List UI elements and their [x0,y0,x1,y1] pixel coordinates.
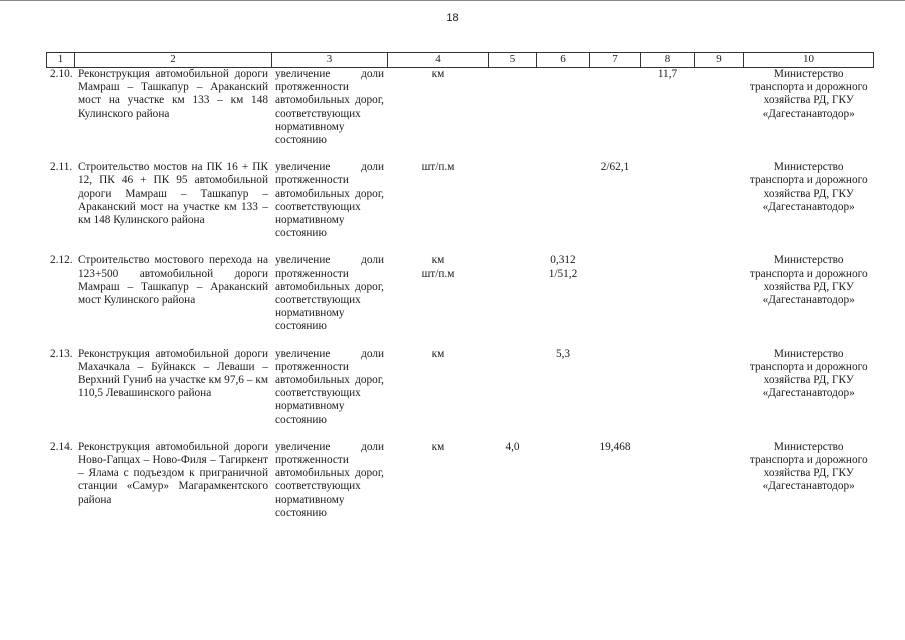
table-row [47,161,874,254]
value-col-5 [489,254,537,347]
value-col-9 [695,348,744,441]
value-col-6 [537,441,590,534]
table-row [47,441,874,534]
page-top-edge [0,0,905,1]
value-col-9 [695,68,744,162]
col-header-9: 9 [695,53,744,68]
table-row [47,254,874,347]
executor-cell: Министерство транспорта и дорожного хозяйства РД, ГКУ «Дагестанавтодор» [749,440,868,493]
row-number: 2.12. [50,254,73,267]
col-header-6: 6 [537,53,590,68]
indicator-text: увеличение доли протяженности автомобильных дорог, соответствующих нормативному состоянию [275,161,384,240]
value-col-8 [641,254,695,347]
row-number: 2.13. [50,347,73,360]
col-header-5: 5 [489,53,537,68]
value-col-8 [641,441,695,534]
row-number: 2.10. [50,68,73,80]
col-header-10: 10 [744,53,874,68]
value-col-5 [489,348,537,441]
header-row [47,53,874,68]
value-col-5 [489,161,537,254]
indicator-text: увеличение доли протяженности автомобильных дорог, соответствующих нормативному состоянию [275,347,384,426]
measure-name: Реконструкция автомобильной дороги Мамраш – Ташкапур – Араканский мост на участке км 133 – км 148 Кулинского района [78,68,268,120]
col-header-4: 4 [388,53,489,68]
value-col-5 [489,68,537,162]
value-col-8: 11,7 [657,68,678,80]
table-body [47,68,874,535]
measure-name: Строительство мостового перехода на 123+500 автомобильной дороги Мамраш – Ташкапур – Араканский мост Кулинского района [78,254,268,307]
col-header-2: 2 [75,53,272,68]
indicator-text: увеличение доли протяженности автомобильных дорог, соответствующих нормативному состоянию [275,440,384,519]
col-header-1: 1 [47,53,75,68]
value-col-7: 19,468 [599,440,631,453]
executor-cell: Министерство транспорта и дорожного хозяйства РД, ГКУ «Дагестанавтодор» [749,254,868,307]
executor-cell: Министерство транспорта и дорожного хозяйства РД, ГКУ «Дагестанавтодор» [749,161,868,213]
indicator-text: увеличение доли протяженности автомобильных дорог, соответствующих нормативному состоянию [275,254,384,333]
unit-cell: шт/п.м [421,161,455,174]
value-col-5: 4,0 [505,440,520,453]
unit-cell: км [431,68,445,80]
col-header-8: 8 [641,53,695,68]
value-col-7 [590,254,641,347]
value-col-7 [590,68,641,162]
value-col-9 [695,161,744,254]
page-number: 18 [446,12,459,24]
indicator-text: увеличение доли протяженности автомобильных дорог, соответствующих нормативному состоянию [275,68,384,147]
program-table [46,52,874,534]
measure-name: Реконструкция автомобильной дороги Ново-Гапцах – Ново-Филя – Тагиркент – Ялама с подъездом к пригpаничной станции «Самур» Магарамкентского района [78,440,268,506]
value-col-6 [537,68,590,162]
executor-cell: Министерство транспорта и дорожного хозяйства РД, ГКУ «Дагестанавтодор» [749,68,868,120]
value-col-6: 5,3 [555,347,571,360]
value-col-7 [590,348,641,441]
value-col-7: 2/62,1 [600,161,630,174]
value-col-8 [641,348,695,441]
col-header-7: 7 [590,53,641,68]
col-header-3: 3 [272,53,388,68]
row-number: 2.11. [50,161,73,174]
unit-cell: км шт/п.м [421,254,455,280]
row-number: 2.14. [50,440,73,453]
value-col-6: 0,312 1/51,2 [548,254,578,280]
table-row [47,348,874,441]
unit-cell: км [431,440,445,453]
value-col-8 [641,161,695,254]
value-col-9 [695,441,744,534]
value-col-6 [537,161,590,254]
executor-cell: Министерство транспорта и дорожного хозяйства РД, ГКУ «Дагестанавтодор» [749,347,868,400]
value-col-9 [695,254,744,347]
measure-name: Реконструкция автомобильной дороги Махачкала – Буйнакск – Леваши – Верхний Гуниб на участке км 97,6 – км 110,5 Левашинского района [78,347,268,400]
measure-name: Строительство мостов на ПК 16 + ПК 12, ПК 46 + ПК 95 автомобильной дороги Мамраш – Ташкапур – Араканский мост на участке км 133 – км 148 Кулинского района [78,161,268,227]
table-row [47,68,874,162]
unit-cell: км [431,347,445,360]
